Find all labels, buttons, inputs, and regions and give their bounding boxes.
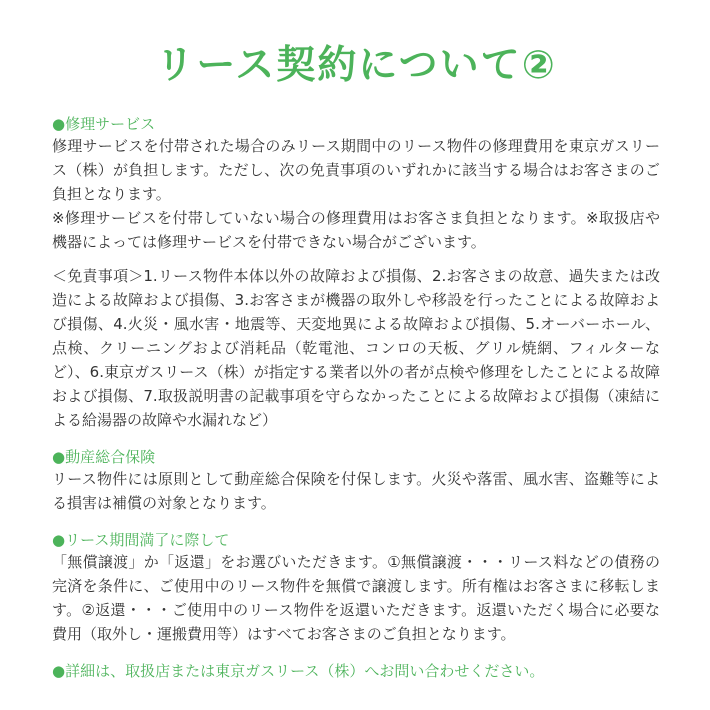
section-insurance (52, 447, 660, 515)
paragraph-gap (52, 254, 660, 264)
section-lease-expiry (52, 530, 660, 646)
page-title: リース契約について② (155, 43, 557, 88)
repair-paragraph-2: ※修理サービスを付帯していない場合の修理費用はお客さま負担となります。※取扱店や機器によっては修理サービスを付帯できない場合がございます。 (52, 209, 660, 251)
expiry-paragraph-1: 「無償譲渡」か「返還」をお選びいただきます。①無償譲渡・・・リース料などの債務の完済を条件に、ご使用中のリース物件を無償で譲渡します。所有権はお客さまに移転します。②返還・・・ご使用中のリース物件を返還いただきます。返還いただく場合に必要な費用（取外し・運搬費用等）はすべてお客さまのご負担となります。 (52, 553, 660, 643)
section-body-expiry (52, 550, 660, 646)
section-details (52, 661, 660, 681)
section-heading-repair: ●修理サービス (52, 115, 156, 133)
section-heading-insurance: ●動産総合保険 (52, 448, 156, 466)
repair-exemptions-paragraph: ＜免責事項＞1.リース物件本体以外の故障および損傷、2.お客さまの故意、過失または改造による故障および損傷、3.お客さまが機器の取外しや移設を行ったことによる故障および損傷、4.火災・風水害・地震等、天変地異による故障および損傷、5.オーバーホール、点検、クリーニングおよび消耗品（乾電池、コンロの天板、グリル焼網、フィルターなど）、6.東京ガスリース（株）が指定する業者以外の者が点検や修理をしたことによる故障および損傷、7.取扱説明書の記載事項を守らなかったことによる故障および損傷（凍結による給湯器の故障や水漏れなど） (52, 267, 660, 429)
section-body-repair (52, 134, 660, 432)
repair-paragraph-1: 修理サービスを付帯された場合のみリース期間中のリース物件の修理費用を東京ガスリース（株）が負担します。ただし、次の免責事項のいずれかに該当する場合はお客さまのご負担となります。 (52, 137, 660, 203)
section-body-insurance (52, 467, 660, 515)
details-note: ●詳細は、取扱店または東京ガスリース（株）へお問い合わせください。 (52, 662, 545, 680)
insurance-paragraph-1: リース物件には原則として動産総合保険を付保します。火災や落雷、風水害、盗難等による損害は補償の対象となります。 (52, 470, 660, 512)
section-repair-service (52, 114, 660, 432)
section-heading-expiry: ●リース期間満了に際して (52, 531, 230, 549)
